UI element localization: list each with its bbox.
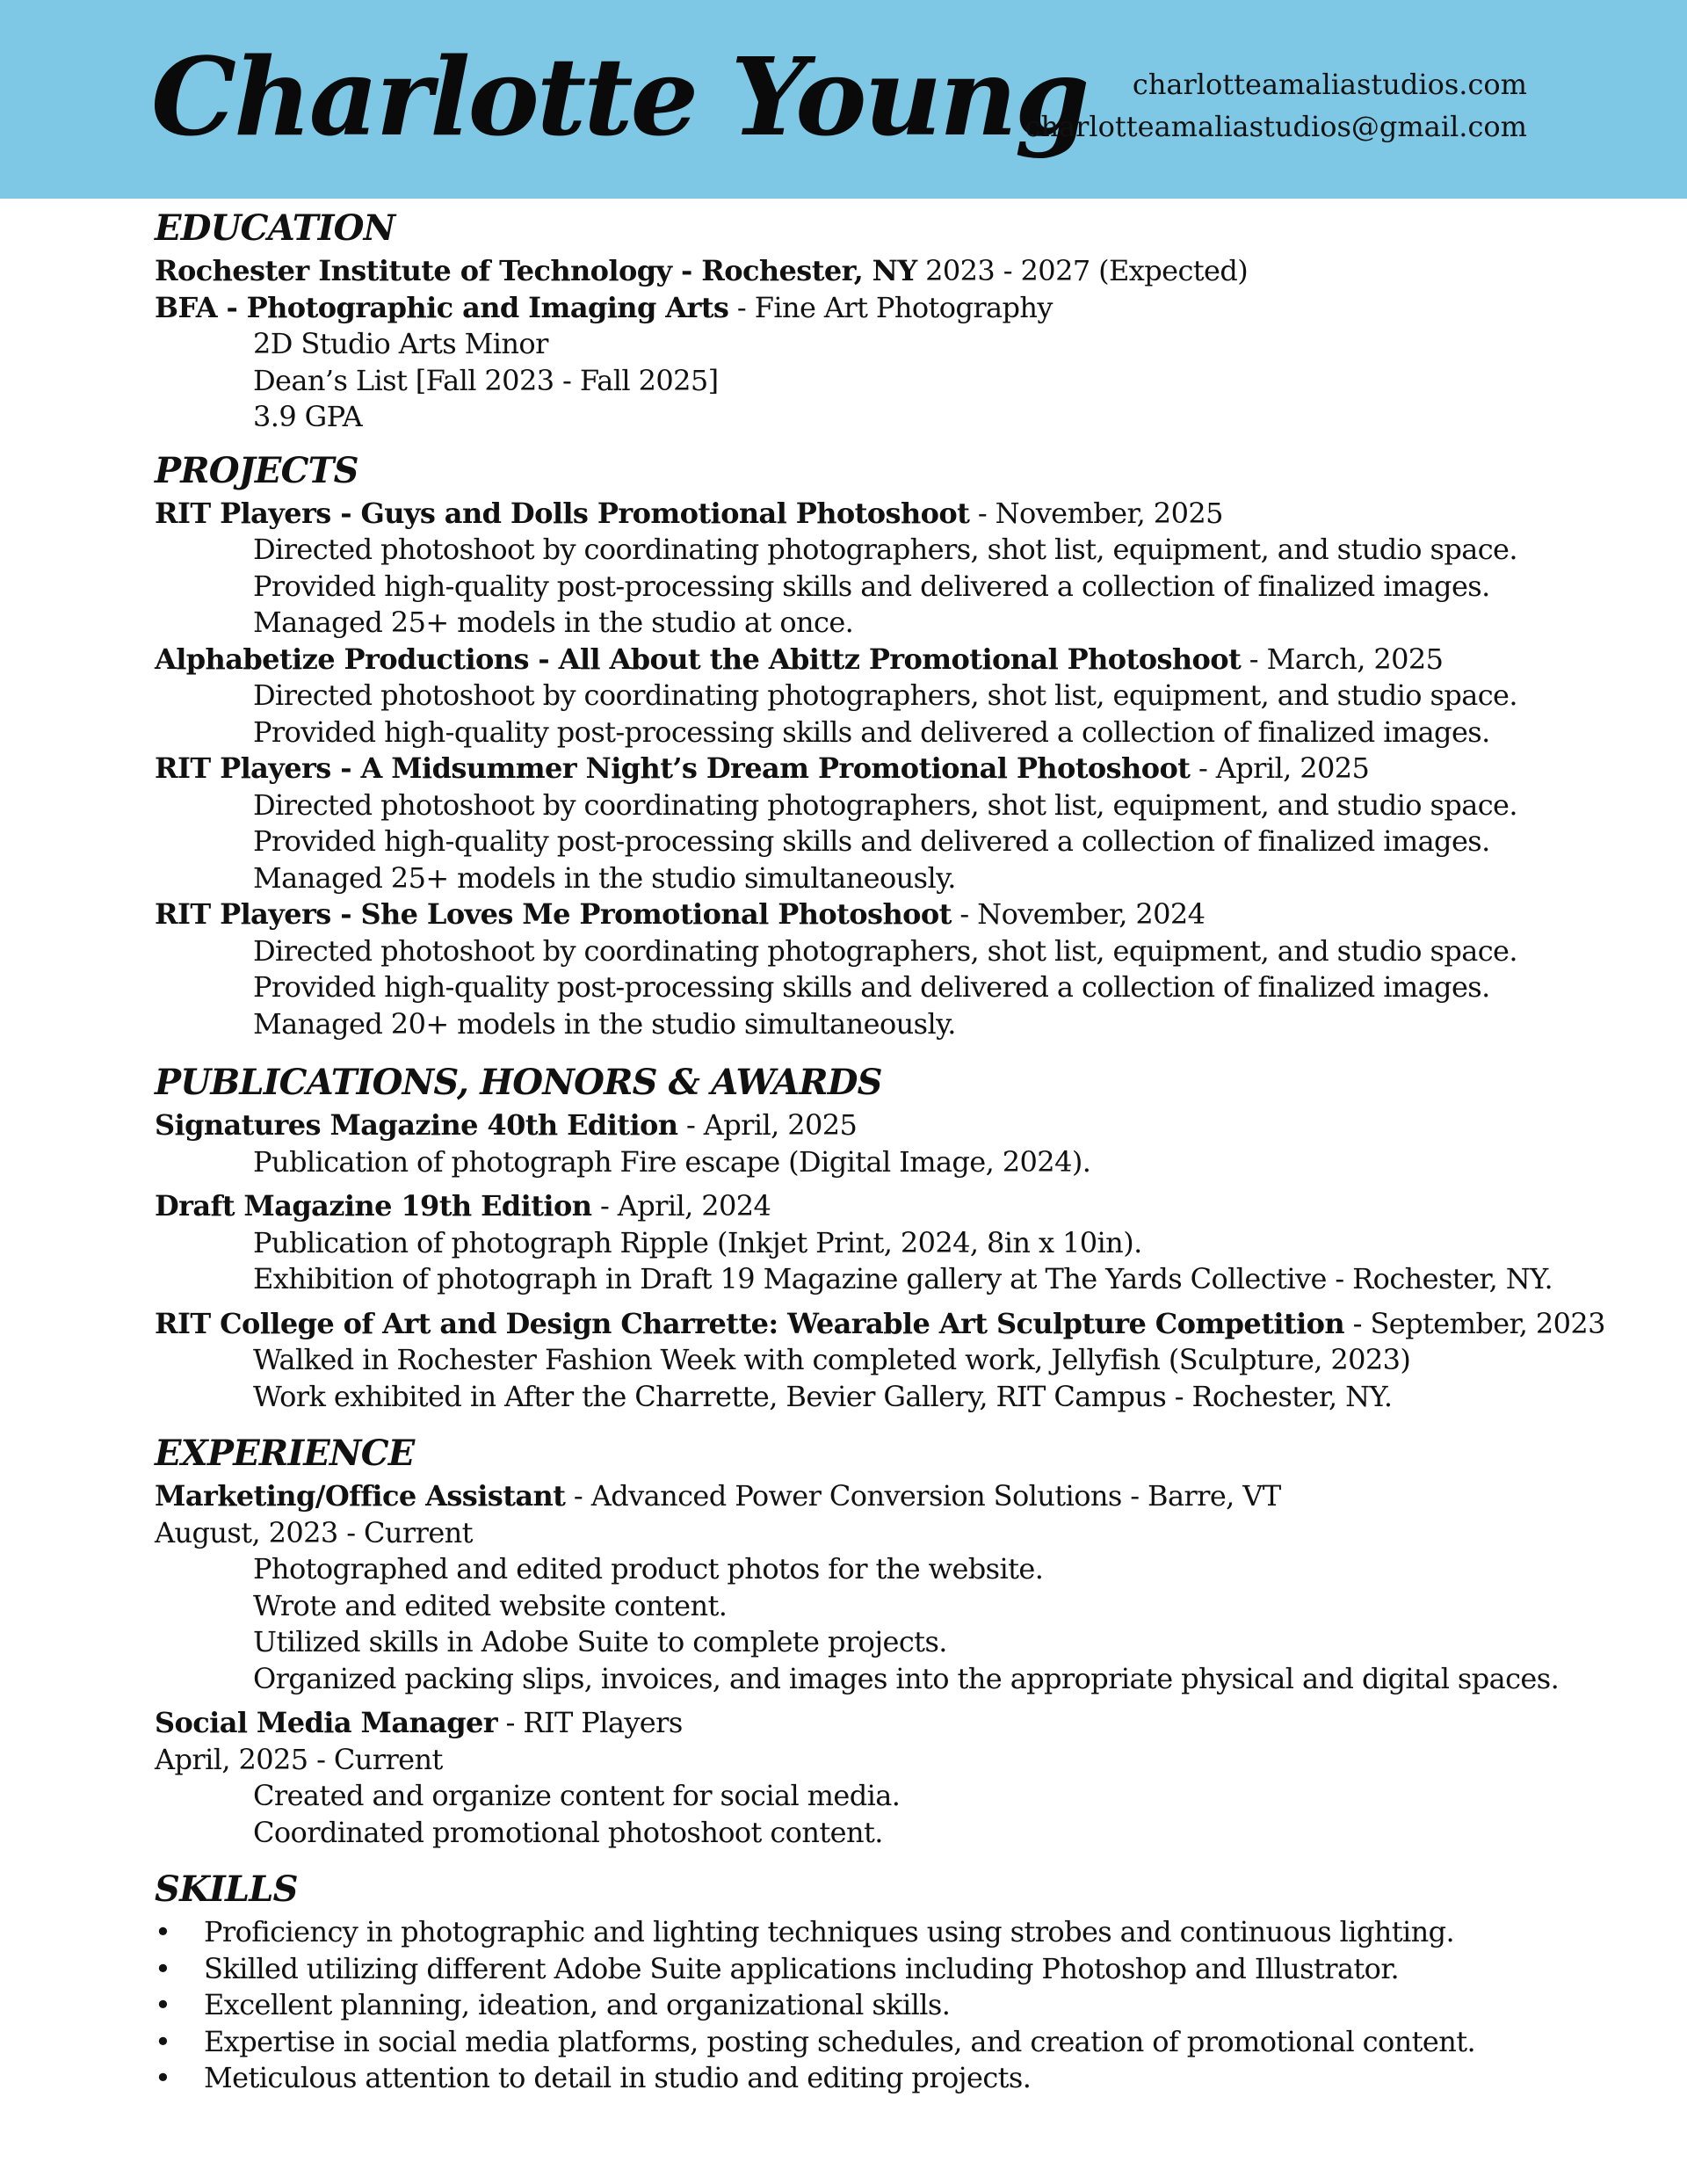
publication-heading	[155, 1188, 1525, 1225]
project-date: - November, 2024	[951, 897, 1206, 931]
contact-info	[1025, 63, 1527, 148]
project-heading	[155, 751, 1525, 787]
publication-detail: Publication of photograph Fire escape (Digital Image, 2024).	[253, 1144, 1091, 1179]
project-detail: Managed 25+ models in the studio simultaneously.	[253, 860, 956, 895]
experience-entry	[155, 1478, 1560, 1697]
project-detail: Directed photoshoot by coordinating photographers, shot list, equipment, and studio space.	[253, 533, 1517, 566]
publication-date: - September, 2023	[1344, 1306, 1605, 1340]
publication-detail: Walked in Rochester Fashion Week with completed work, Jellyfish (Sculpture, 2023)	[253, 1343, 1411, 1376]
job-dates: August, 2023 - Current	[155, 1515, 473, 1549]
experience-heading	[155, 1705, 1525, 1742]
job-detail: Coordinated promotional photoshoot content.	[253, 1815, 883, 1849]
section-title-publications: PUBLICATIONS, HONORS & AWARDS	[155, 1062, 882, 1103]
section-title-projects: PROJECTS	[155, 449, 358, 491]
education-detail: 2D Studio Arts Minor	[253, 327, 548, 360]
job-detail: Utilized skills in Adobe Suite to complete projects.	[253, 1625, 947, 1658]
education-detail: 3.9 GPA	[253, 400, 363, 433]
publication-detail: Publication of photograph Ripple (Inkjet Print, 2024, 8in x 10in).	[253, 1225, 1142, 1259]
skill-item: • Proficiency in photographic and lighting techniques using strobes and continuous lighting.	[155, 1914, 1525, 1951]
project-detail: Provided high-quality post-processing skills and delivered a collection of finalized images.	[253, 569, 1490, 603]
publication-date: - April, 2024	[591, 1189, 771, 1223]
project-date: - November, 2025	[969, 496, 1223, 530]
project-detail: Provided high-quality post-processing skills and delivered a collection of finalized images.	[253, 824, 1490, 858]
job-organization: - RIT Players	[497, 1706, 683, 1739]
publication-entry	[155, 1306, 1605, 1416]
project-title: RIT Players - A Midsummer Night’s Dream Promotional Photoshoot	[155, 751, 1191, 785]
job-detail: Organized packing slips, invoices, and images into the appropriate physical and digital spaces.	[253, 1661, 1560, 1695]
publication-date: - April, 2025	[677, 1108, 858, 1142]
experience-entry	[155, 1705, 1525, 1851]
publication-title: Signatures Magazine 40th Edition	[155, 1108, 678, 1142]
job-detail: Wrote and edited website content.	[253, 1588, 728, 1622]
degree-concentration: - Fine Art Photography	[728, 290, 1053, 324]
job-title: Social Media Manager	[155, 1706, 498, 1739]
project-entry	[155, 751, 1525, 896]
publication-title: Draft Magazine 19th Edition	[155, 1189, 592, 1223]
project-detail: Provided high-quality post-processing skills and delivered a collection of finalized images.	[253, 715, 1490, 749]
project-detail: Managed 25+ models in the studio at once.	[253, 606, 854, 639]
project-heading	[155, 642, 1525, 678]
publication-title: RIT College of Art and Design Charrette: Wearable Art Sculpture Competition	[155, 1306, 1345, 1340]
job-dates: April, 2025 - Current	[155, 1742, 443, 1776]
publication-heading	[155, 1107, 1525, 1144]
publication-heading	[155, 1306, 1605, 1343]
project-entry	[155, 642, 1525, 751]
skill-item: • Excellent planning, ideation, and organizational skills.	[155, 1987, 1525, 2024]
section-title-skills: SKILLS	[155, 1868, 298, 1910]
resume-body	[155, 204, 1605, 2097]
skill-item: • Expertise in social media platforms, posting schedules, and creation of promotional content.	[155, 2024, 1525, 2061]
publication-entry	[155, 1107, 1525, 1180]
header-band	[0, 0, 1687, 199]
skill-item: • Meticulous attention to detail in studio and editing projects.	[155, 2060, 1525, 2097]
project-detail: Directed photoshoot by coordinating photographers, shot list, equipment, and studio space.	[253, 678, 1517, 712]
website-link[interactable]: charlotteamaliastudios.com	[1132, 68, 1527, 101]
project-detail: Managed 20+ models in the studio simultaneously.	[253, 1006, 956, 1041]
project-title: RIT Players - She Loves Me Promotional Photoshoot	[155, 897, 952, 931]
publication-entry	[155, 1188, 1553, 1298]
publication-detail: Work exhibited in After the Charrette, Bevier Gallery, RIT Campus - Rochester, NY.	[253, 1379, 1393, 1413]
degree-name: BFA - Photographic and Imaging Arts	[155, 290, 729, 324]
job-detail: Photographed and edited product photos for the website.	[253, 1552, 1044, 1585]
job-organization: - Advanced Power Conversion Solutions - Barre, VT	[565, 1479, 1281, 1513]
section-title-experience: EXPERIENCE	[155, 1433, 415, 1474]
project-heading	[155, 496, 1525, 533]
project-entry	[155, 496, 1525, 642]
project-title: RIT Players - Guys and Dolls Promotional Photoshoot	[155, 496, 970, 530]
project-date: - April, 2025	[1190, 751, 1370, 785]
project-title: Alphabetize Productions - All About the Abittz Promotional Photoshoot	[155, 642, 1242, 676]
project-entry	[155, 896, 1525, 1042]
school-dates: 2023 - 2027 (Expected)	[916, 254, 1249, 287]
resume-name: Charlotte Young	[151, 33, 1088, 160]
job-detail: Created and organize content for social media.	[253, 1779, 901, 1812]
project-detail: Directed photoshoot by coordinating photographers, shot list, equipment, and studio space.	[253, 933, 1517, 968]
project-date: - March, 2025	[1241, 642, 1444, 676]
experience-heading	[155, 1478, 1525, 1515]
email-link[interactable]: charlotteamaliastudios@gmail.com	[1025, 110, 1527, 143]
project-heading	[155, 896, 1525, 933]
education-school-line	[155, 253, 1525, 290]
project-detail: Provided high-quality post-processing skills and delivered a collection of finalized images.	[253, 970, 1490, 1004]
skills-list	[155, 1914, 1525, 2097]
project-detail: Directed photoshoot by coordinating photographers, shot list, equipment, and studio space.	[253, 787, 1517, 822]
education-degree-line	[155, 290, 1525, 327]
section-title-education: EDUCATION	[155, 207, 395, 249]
education-detail: Dean’s List [Fall 2023 - Fall 2025]	[253, 363, 719, 397]
publication-detail: Exhibition of photograph in Draft 19 Magazine gallery at The Yards Collective - Rochester, NY.	[253, 1262, 1553, 1295]
school-name: Rochester Institute of Technology - Rochester, NY	[155, 254, 917, 287]
job-title: Marketing/Office Assistant	[155, 1479, 566, 1513]
skill-item: • Skilled utilizing different Adobe Suite applications including Photoshop and Illustrator.	[155, 1951, 1525, 1988]
